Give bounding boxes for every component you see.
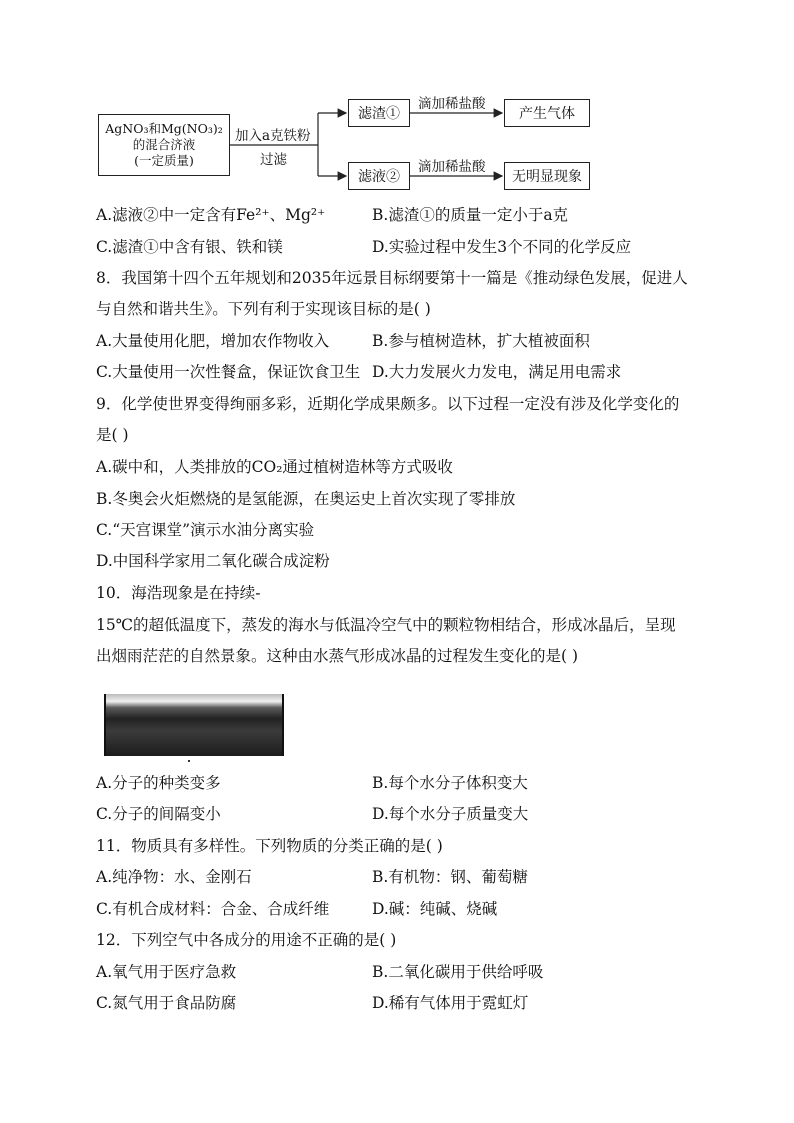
q10-option-b: B.每个水分子体积变大 <box>372 774 528 792</box>
q9-option-c: C.“天宫课堂”演示水油分离实验 <box>96 521 315 539</box>
q7-option-c: C.滤渣①中含有银、铁和镁 <box>96 238 283 256</box>
q12-stem: 12．下列空气中各成分的用途不正确的是( ) <box>96 931 397 949</box>
q9-option-d: D.中国科学家用二氧化碳合成淀粉 <box>96 552 330 570</box>
q9-option-b: B.冬奥会火炬燃烧的是氢能源，在奥运史上首次实现了零排放 <box>96 490 516 508</box>
photo-mark <box>188 760 190 762</box>
q7-option-a: A.滤液②中一定含有Fe²⁺、Mg²⁺ <box>96 206 326 224</box>
reagent-label-bottom: 滴加稀盐酸 <box>418 159 486 175</box>
q10-option-d: D.每个水分子质量变大 <box>372 805 529 823</box>
q10-stem-line-1: 10．海浩现象是在持续- <box>96 584 261 602</box>
q10-stem-line-2: 15℃的超低温度下，蒸发的海水与低温冷空气中的颗粒物相结合，形成冰晶后，呈现 <box>96 616 676 634</box>
q11-stem: 11．物质具有多样性。下列物质的分类正确的是( ) <box>96 837 443 855</box>
q7-option-d: D.实验过程中发生3个不同的化学反应 <box>372 238 632 256</box>
q10-option-a: A.分子的种类变多 <box>96 774 221 792</box>
q11-option-b: B.有机物：钢、葡萄糖 <box>372 868 528 886</box>
process-label-bottom: 过滤 <box>260 152 287 168</box>
filtrate-box: 滤液② <box>348 162 410 190</box>
result-bottom-box: 无明显现象 <box>504 162 590 190</box>
source-solution-box <box>98 114 230 176</box>
source-line-2: 的混合济液 <box>132 137 196 152</box>
q12-option-b: B.二氧化碳用于供给呼吸 <box>372 963 544 981</box>
reagent-label-top: 滴加稀盐酸 <box>418 96 486 112</box>
q12-option-a: A.氧气用于医疗急救 <box>96 963 237 981</box>
source-line-1: AgNO₃和Mg(NO₃)₂ <box>105 121 223 136</box>
q12-option-c: C.氮气用于食品防腐 <box>96 994 237 1012</box>
q8-option-c: C.大量使用一次性餐盒，保证饮食卫生 <box>96 363 361 381</box>
q12-option-d: D.稀有气体用于霓虹灯 <box>372 994 529 1012</box>
q8-option-b: B.参与植树造林，扩大植被面积 <box>372 332 590 350</box>
q9-stem-line-2: 是( ) <box>96 426 129 444</box>
process-label-top: 加入a克铁粉 <box>235 128 311 144</box>
q10-option-c: C.分子的间隔变小 <box>96 805 221 823</box>
source-line-3: (一定质量) <box>134 153 194 168</box>
q9-option-a: A.碳中和，人类排放的CO₂通过植树造林等方式吸收 <box>96 458 453 476</box>
residue-box: 滤渣① <box>348 99 410 127</box>
q11-option-d: D.碱：纯碱、烧碱 <box>372 900 498 918</box>
q8-option-d: D.大力发展火力发电，满足用电需求 <box>372 363 622 381</box>
q11-option-c: C.有机合成材料：合金、合成纤维 <box>96 900 330 918</box>
photo-frame <box>104 694 284 756</box>
q8-stem-line-2: 与自然和谐共生》。下列有利于实现该目标的是( ) <box>96 300 431 318</box>
q11-option-a: A.纯净物：水、金刚石 <box>96 868 252 886</box>
experiment-flow-diagram <box>0 0 794 200</box>
q7-option-b: B.滤渣①的质量一定小于a克 <box>372 206 569 224</box>
q10-stem-line-3: 出烟雨茫茫的自然景象。这种由水蒸气形成冰晶的过程发生变化的是( ) <box>96 647 579 665</box>
q8-stem-line-1: 8．我国第十四个五年规划和2035年远景目标纲要第十一篇是《推动绿色发展，促进人 <box>96 269 688 287</box>
q8-option-a: A.大量使用化肥，增加农作物收入 <box>96 332 330 350</box>
result-top-box: 产生气体 <box>504 99 590 127</box>
q9-stem-line-1: 9．化学使世界变得绚丽多彩，近期化学成果颇多。以下过程一定没有涉及化学变化的 <box>96 395 680 413</box>
